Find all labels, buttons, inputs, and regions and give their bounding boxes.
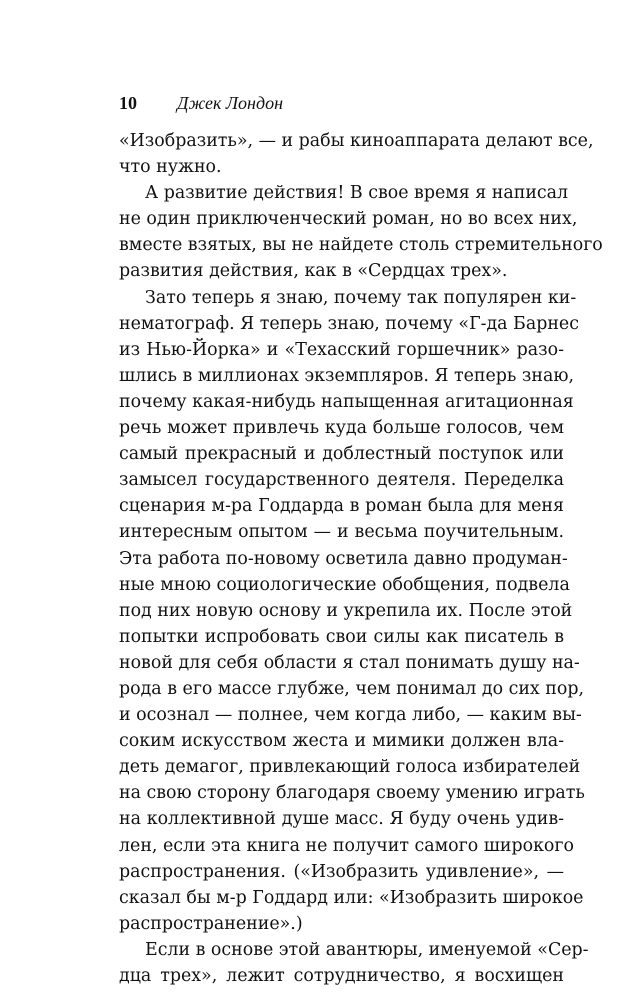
text-line: А развитие действия! В свое время я написал	[145, 183, 569, 204]
text-line: самый прекрасный и доблестный поступок или	[119, 444, 564, 465]
text-line: сказал бы м-р Годдард или: «Изобразить широкое	[119, 887, 584, 908]
text-line: рода в его массе глубже, чем понимал до сих пор,	[119, 678, 584, 699]
text-line: деть демагог, привлекающий голоса избирателей	[119, 757, 581, 778]
text-line: из Нью-Йорка» и «Техасский горшечник» разо-	[119, 339, 564, 360]
text-line: Если в основе этой авантюры, именуемой «Сер-	[145, 939, 589, 960]
text-line: попытки испробовать свои силы как писатель в	[119, 626, 564, 647]
text-line: дца трех», лежит сотрудничество, я восхищен	[119, 966, 564, 986]
text-line: вместе взятых, вы не найдете столь стремительного	[119, 235, 603, 256]
text-line: ные мною социологические обобщения, подвела	[119, 574, 570, 595]
text-line: под них новую основу и укрепила их. После этой	[119, 600, 573, 621]
text-line: лен, если эта книга не получит самого широкого	[119, 835, 574, 856]
text-line: интересным опытом — и весьма поучительным.	[119, 522, 564, 543]
text-line: на свою сторону благодаря своему умению играть	[119, 783, 585, 804]
text-line: распространения. («Изобразить удивление», —	[119, 861, 564, 882]
text-line: нематограф. Я теперь знаю, почему «Г-да Барнес	[119, 313, 579, 334]
text-line: почему какая-нибудь напыщенная агитационная	[119, 391, 574, 412]
text-line: «Изобразить», — и рабы киноаппарата делают все,	[119, 131, 594, 151]
text-line: и осознал — полнее, чем когда либо, — каким вы-	[119, 705, 582, 726]
text-line: Эта работа по-новому осветила давно продуман-	[119, 548, 568, 569]
text-line: шлись в миллионах экземпляров. Я теперь знаю,	[119, 365, 575, 386]
body-text	[119, 128, 603, 989]
text-line: сценария м-ра Годдарда в роман была для меня	[119, 496, 564, 517]
text-line: соким искусством жеста и мимики должен вла-	[119, 731, 564, 752]
text-line: что нужно.	[119, 157, 222, 178]
header-author: Джек Лондон	[177, 93, 284, 113]
text-line: распространение».)	[119, 913, 303, 934]
text-line: на коллективной душе масс. Я буду очень удив-	[119, 809, 564, 830]
text-line: замысел государственного деятеля. Переделка	[119, 470, 564, 491]
text-line: развития действия, как в «Сердцах трех».	[119, 261, 508, 282]
page-number: 10	[119, 93, 137, 113]
running-head	[119, 90, 564, 116]
text-line: Зато теперь я знаю, почему так популярен ки-	[145, 287, 577, 308]
text-line: речь может привлечь куда больше голосов, чем	[119, 418, 564, 439]
text-line: новой для себя области я стал понимать душу на-	[119, 652, 580, 673]
text-line: не один приключенческий роман, но во всех них,	[119, 209, 578, 230]
